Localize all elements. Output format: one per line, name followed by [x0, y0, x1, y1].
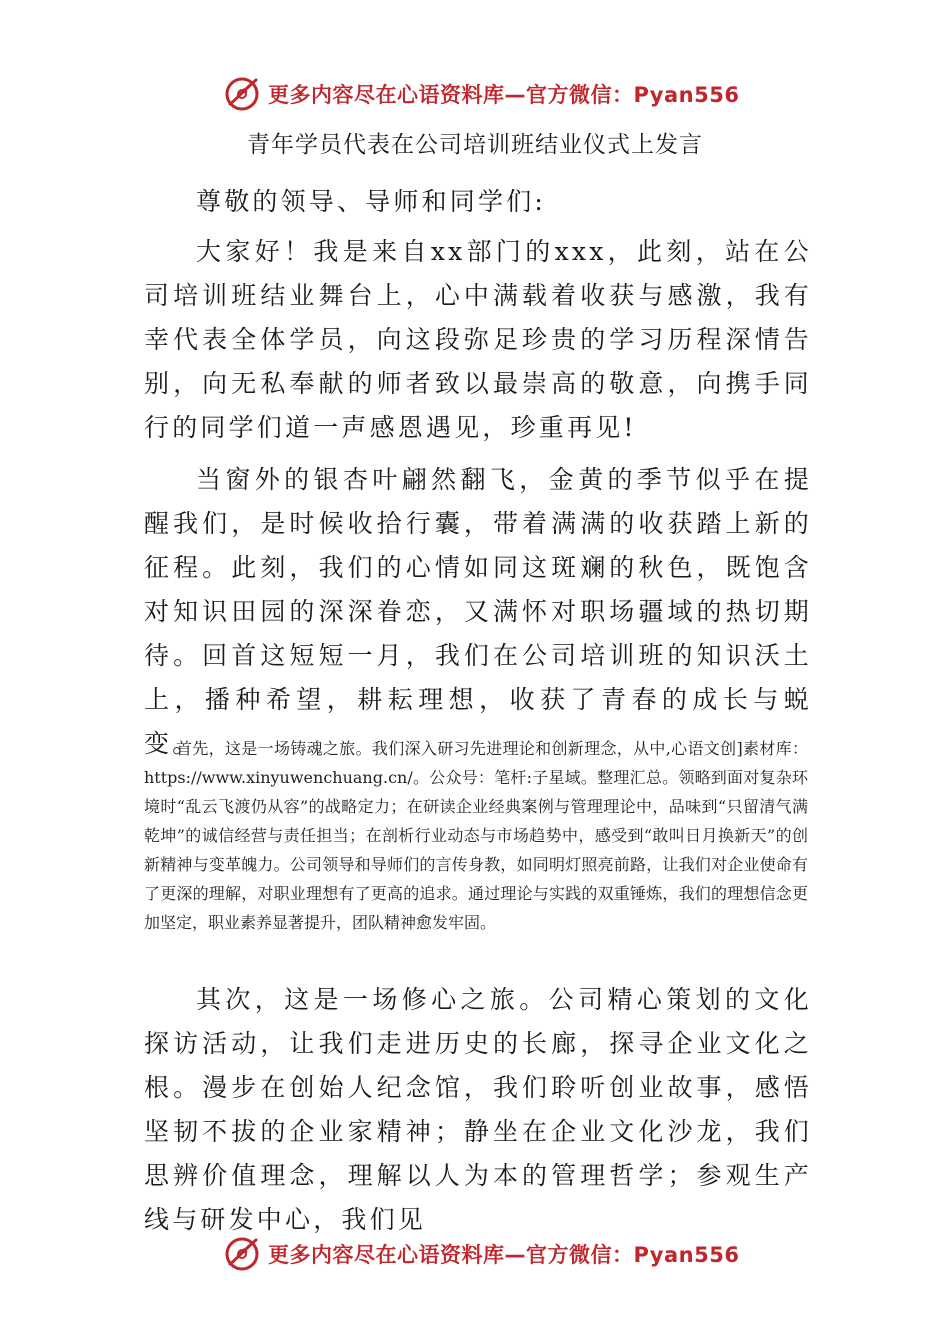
- paragraph-2: 当窗外的银杏叶翩然翻飞，金黄的季节似乎在提醒我们，是时候收拾行囊，带着满满的收获踏上新的征程。此刻，我们的心情如同这斑斓的秋色，既饱含对知识田园的深深眷恋，又满怀对职场疆域的热切期待。回首这短短一月，我们在公司培训班的知识沃土上，播种希望，耕耘理想，收获了青春的成长与蜕变。: [144, 465, 812, 758]
- salutation: 尊敬的领导、导师和同学们:: [196, 187, 547, 216]
- brand-logo-icon: [222, 74, 262, 114]
- paragraph-1: 大家好！我是来自xx部门的xxx，此刻，站在公司培训班结业舞台上，心中满载着收获与感激，我有幸代表全体学员，向这段弥足珍贵的学习历程深情告别，向无私奉献的师者致以最崇高的敬意，向携手同行的同学们道一声感恩遇见，珍重再见!: [144, 237, 812, 442]
- paragraph-3: 首先，这是一场铸魂之旅。我们深入研习先进理论和创新理念，从中,心语文创]素材库：https://www.xinyuwenchuang.cn/。公众号：笔杆:子星域。整理汇总。领略到面对复杂环境时“乱云飞渡仍从容”的战略定力；在研读企业经典案例与管理理论中，品味到“只留清气满乾坤”的诚信经营与责任担当；在剖析行业动态与市场趋势中，感受到“敢叫日月换新天”的创新精神与变革魄力。公司领导和导师们的言传身教，如同明灯照亮前路，让我们对企业使命有了更深的理解，对职业理想有了更高的追求。通过理论与实践的双重锤炼，我们的理想信念更加坚定，职业素养显著提升，团队精神愈发牢固。: [144, 739, 808, 932]
- brand-logo-icon: [222, 1234, 262, 1274]
- document-title: 青年学员代表在公司培训班结业仪式上发言: [247, 132, 703, 158]
- watermark-banner-bottom: [0, 1234, 950, 1274]
- watermark-banner-top: [0, 74, 950, 114]
- banner-text: 更多内容尽在心语资料库—官方微信：Pyan556: [268, 83, 740, 107]
- banner-text: 更多内容尽在心语资料库—官方微信：Pyan556: [268, 1243, 740, 1267]
- paragraph-4: 其次，这是一场修心之旅。公司精心策划的文化探访活动，让我们走进历史的长廊，探寻企业文化之根。漫步在创始人纪念馆，我们聆听创业故事，感悟坚韧不拔的企业家精神；静坐在企业文化沙龙，我们思辨价值理念，理解以人为本的管理哲学；参观生产线与研发中心，我们见: [144, 985, 812, 1234]
